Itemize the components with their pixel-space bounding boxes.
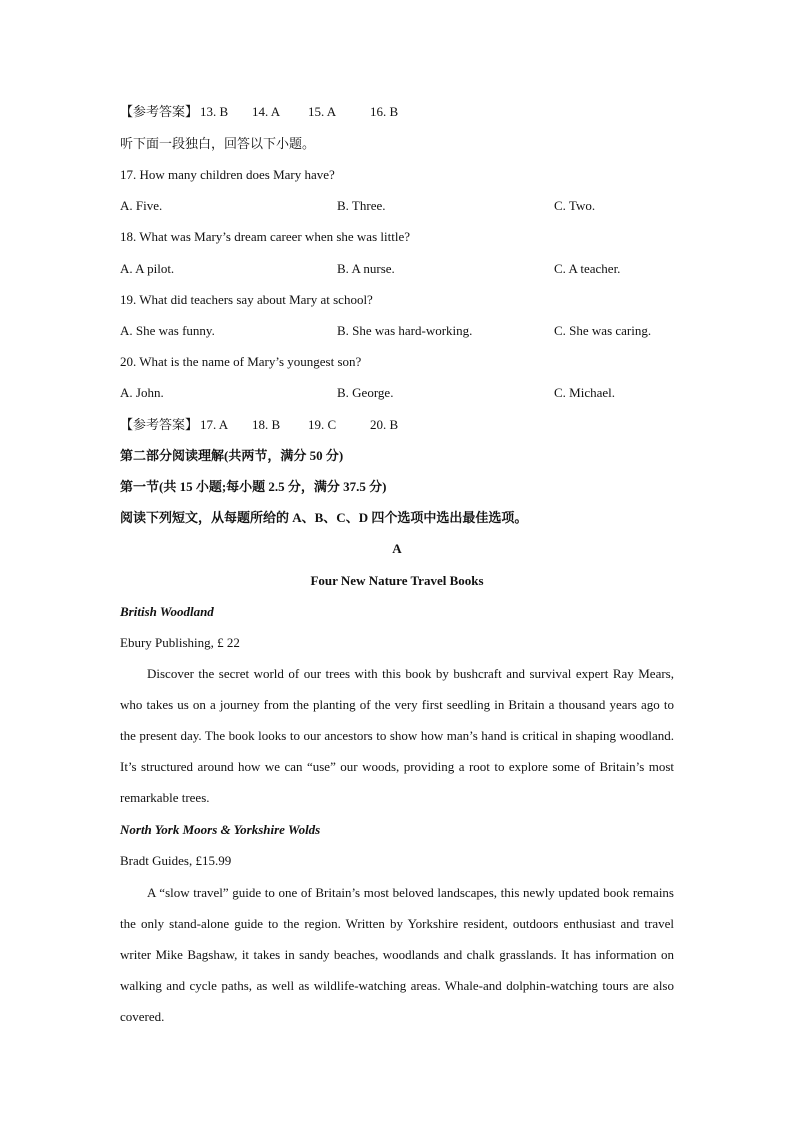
reading-instruction: 阅读下列短文，从每题所给的 A、B、C、D 四个选项中选出最佳选项。	[120, 510, 528, 525]
question-19: 19. What did teachers say about Mary at school?	[120, 292, 373, 307]
option-b: B. A nurse.	[337, 261, 395, 276]
answer-item: 13. B	[200, 104, 229, 119]
book-publisher: Bradt Guides, £15.99	[120, 853, 232, 868]
book-title: British Woodland	[120, 604, 214, 619]
book-title: North York Moors & Yorkshire Wolds	[120, 822, 321, 837]
passage-letter: A	[392, 541, 402, 556]
option-c: C. A teacher.	[554, 261, 621, 276]
listening-instruction: 听下面一段独白，回答以下小题。	[120, 136, 316, 151]
option-a: A. John.	[120, 385, 164, 400]
answer-item: 14. A	[252, 104, 281, 119]
book-description: A “slow travel” guide to one of Britain’s most beloved landscapes, this newly updated book remains the only stand-alone guide to the region. Written by Yorkshire resident, outdoors enthusiast and travel writer Mike Bagshaw, it takes in sandy beaches, woodlands and chalk grasslands. It has information on walking and cycle paths, as well as wildlife-watching areas. Whale-and dolphin-watching tours are also covered.	[120, 885, 674, 1025]
part-two-heading: 第二部分阅读理解(共两节，满分 50 分)	[120, 448, 344, 463]
question-20: 20. What is the name of Mary’s youngest son?	[120, 354, 362, 369]
answer-item: 19. C	[308, 417, 337, 432]
option-c: C. Michael.	[554, 385, 616, 400]
passage-title: Four New Nature Travel Books	[310, 573, 484, 588]
option-a: A. A pilot.	[120, 261, 175, 276]
option-a: A. Five.	[120, 198, 163, 213]
book-publisher: Ebury Publishing, £ 22	[120, 635, 240, 650]
question-17: 17. How many children does Mary have?	[120, 167, 335, 182]
answer-item: 18. B	[252, 417, 281, 432]
answer-key-13-16	[120, 104, 398, 120]
book-description: Discover the secret world of our trees with this book by bushcraft and survival expert Ray Mears, who takes us on a journey from the planting of the very first seedling in Britain a thousand years ago to the present day. The book looks to our ancestors to show how man’s hand is critical in shaping woodland. It’s structured around how we can “use” our woods, providing a root to explore some of Britain’s most remarkable trees.	[120, 666, 674, 806]
option-b: B. Three.	[337, 198, 386, 213]
answer-item: 15. A	[308, 104, 337, 119]
option-b: B. George.	[337, 385, 394, 400]
answer-key-label: 【参考答案】	[120, 417, 199, 432]
question-18: 18. What was Mary’s dream career when she was little?	[120, 229, 410, 244]
answer-key-17-20	[120, 417, 398, 433]
answer-item: 17. A	[200, 417, 229, 432]
answer-item: 20. B	[370, 417, 399, 432]
answer-key-label: 【参考答案】	[120, 104, 199, 119]
option-c: C. She was caring.	[554, 323, 652, 338]
option-c: C. Two.	[554, 198, 596, 213]
option-b: B. She was hard-working.	[337, 323, 473, 338]
option-a: A. She was funny.	[120, 323, 215, 338]
section-one-heading: 第一节(共 15 小题;每小题 2.5 分，满分 37.5 分)	[120, 479, 387, 494]
answer-item: 16. B	[370, 104, 399, 119]
